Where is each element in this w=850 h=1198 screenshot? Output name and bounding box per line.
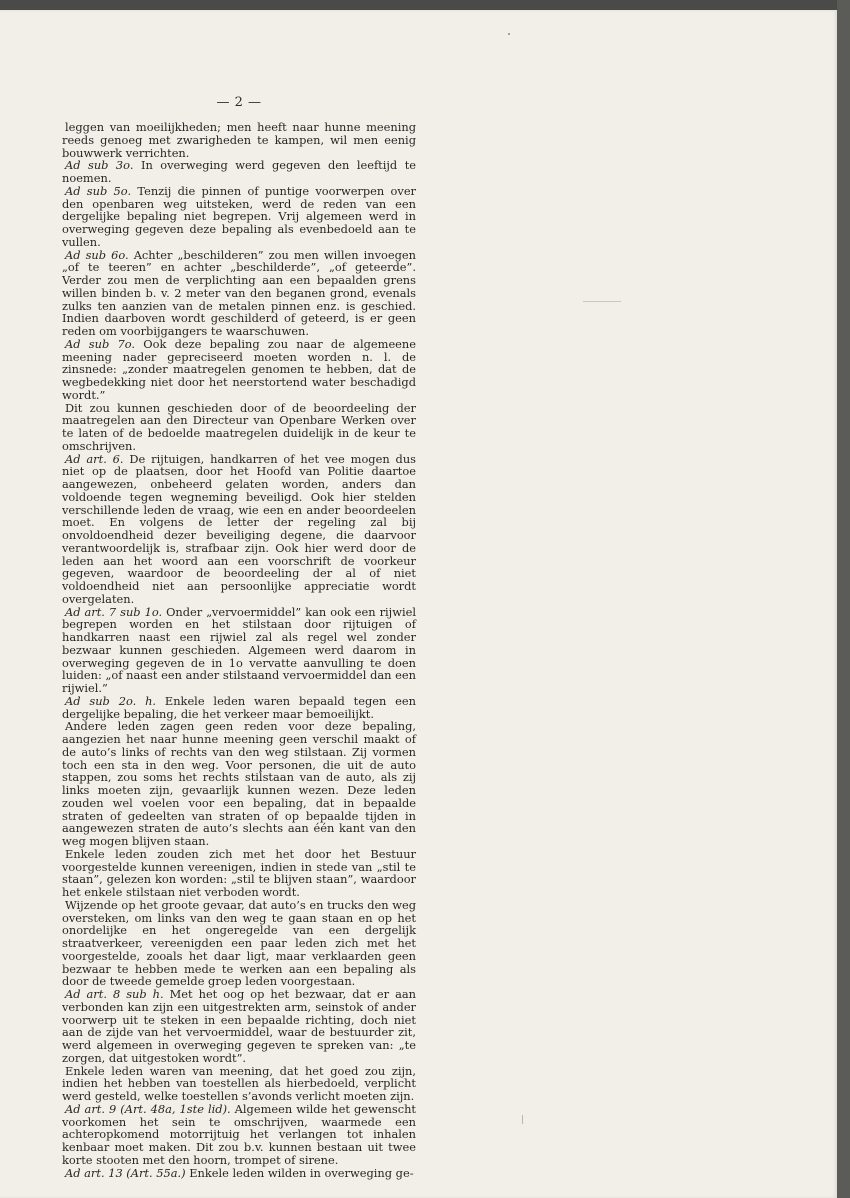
article-reference: Ad art. 8 sub h. <box>65 987 164 1001</box>
article-reference: Ad art. 6. <box>65 451 124 466</box>
paper-mark <box>583 301 621 302</box>
scan-frame-right <box>837 0 850 1198</box>
text-column <box>62 121 416 1179</box>
paragraph: Ad art. 7 sub 1o. Onder „vervoermiddel” kan ook een rijwiel begrepen worden en het stilstaan door rijtuigen of handkarren naast een rijwiel zal als regel wel zonder bezwaar kunnen geschieden. Algemeen werd daarom in overweging gegeven de in 1o vervatte aanvulling te doen luiden: „of naast een ander stilstaand vervoermiddel dan een rijwiel.” <box>62 604 416 695</box>
paragraph: Ad sub 6o. Achter „beschilderen” zou men willen invoegen „of te teeren” en achter „beschilderde”, „of geteerde”. Verder zou men de verplichting aan een bepaalden grens willen binden b. v. 2 meter van den beganen grond, evenals zulks ten aanzien van de metalen pinnen enz. is geschied. Indien daarboven wordt geschilderd of geteerd, is er geen reden om voorbijgangers te waarschuwen. <box>62 247 417 338</box>
article-reference: Ad art. 13 (Art. 55a.) <box>65 1165 186 1180</box>
article-reference: Ad sub 2o. h. <box>65 693 157 708</box>
scan-frame-top <box>0 0 850 10</box>
paragraph: Ad art. 9 (Art. 48a, 1ste lid). Algemeen wilde het gewenscht voorkomen het sein te omschrijven, waarmede een achteropkomend motorrijtuig het verlangen tot inhalen kenbaar moet maken. Dit zou b.v. kunnen bestaan uit twee korte stooten met den hoorn, trompet of sirene. <box>62 1101 416 1167</box>
paragraph: Ad sub 2o. h. Enkele leden waren bepaald tegen een dergelijke bepaling, die het verkeer maar bemoeilijkt. <box>62 693 416 721</box>
article-reference: Ad art. 7 sub 1o. <box>65 604 163 619</box>
paragraph: Wijzende op het groote gevaar, dat auto’s en trucks den weg oversteken, om links van den weg te gaan staan en op het onordelijke en het ongeregelde van een dergelijk straatverkeer, vereenigden een paar leden zich met het voorgestelde, zooals het daar ligt, maar verklaarden geen bezwaar te hebben mede te werken aan een bepaling als door de tweede gemelde groep leden voorgestaan. <box>62 897 416 989</box>
paragraph: Ad art. 8 sub h. Met het oog op het bezwaar, dat er aan verbonden kan zijn een uitgestrekten arm, seinstok of ander voorwerp uit te steken in een bepaalde richting, doch niet aan de zijde van het vervoermiddel, waar de bestuurder zit, werd algemeen in overweging gegeven te spreken van: „te zorgen, dat uitgestoken wordt”. <box>62 987 416 1065</box>
article-reference: Ad sub 3o. <box>65 158 134 173</box>
paragraph: Andere leden zagen geen reden voor deze bepaling, aangezien het naar hunne meening geen verschil maakt of de auto’s links of rechts van den weg stilstaan. Zij vormen toch een sta in den weg. Voor personen, die uit de auto stappen, zou soms het rechts stilstaan van de auto, als zij links moeten zijn, gevaarlijk kunnen wezen. Deze leden zouden wel voelen voor een bepaling, dat in bepaalde straten of gedeelten van straten of op bepaalde tijden in aangewezen straten de auto’s slechts aan één kant van den weg mogen blijven staan. <box>62 719 416 848</box>
article-reference: Ad sub 6o. <box>65 247 129 262</box>
paragraph: Ad art. 13 (Art. 55a.) Enkele leden wilden in overweging ge- <box>65 1165 414 1180</box>
paragraph: Ad art. 6. De rijtuigen, handkarren of het vee mogen dus niet op de plaatsen, door het Hoofd van Politie daartoe aangewezen, onbeheerd gelaten worden, anders dan voldoende tegen wegneming beveiligd. Ook hier stelden verschillende leden de vraag, wie een en ander beoordeelen moet. En volgens de letter der regeling zal bij onvoldoendheid dezer beveiliging degene, die daarvoor verantwoordelijk is, strafbaar zijn. Ook hier werd door de leden aan het woord aan een voorschrift de voorkeur gegeven, waardoor de beoordeeling der al of niet voldoendheid niet aan persoonlijke appreciatie wordt overgelaten. <box>62 451 417 606</box>
paragraph: Dit zou kunnen geschieden door of de beoordeeling der maatregelen aan den Directeur van Openbare Werken over te laten of de bedoelde maatregelen duidelijk in de keur te omschrijven. <box>62 400 416 453</box>
paragraph: Ad sub 3o. In overweging werd gegeven den leeftijd te noemen. <box>62 158 417 185</box>
paragraph: Ad sub 5o. Tenzij die pinnen of puntige voorwerpen over den openbaren weg uitsteken, werd de reden van een dergelijke bepaling niet begrepen. Vrij algemeen werd in overweging gegeven deze bepaling als evenbedoeld aan te vullen. <box>62 183 417 249</box>
page-number: — 2 — <box>216 95 262 110</box>
document-page <box>0 10 837 1198</box>
paper-speck <box>508 33 510 35</box>
paragraph: Enkele leden zouden zich met het door het Bestuur voorgestelde kunnen vereenigen, indien in stede van „stil te staan”, gelezen kon worden: „stil te blijven staan”, waardoor het enkele stilstaan niet verboden wordt. <box>62 846 416 899</box>
article-reference: Ad sub 7o. <box>65 336 135 351</box>
paper-mark-bottom <box>522 1115 523 1124</box>
article-reference: Ad art. 9 (Art. 48a, 1ste lid). <box>65 1101 231 1116</box>
article-reference: Ad sub 5o. <box>65 183 132 198</box>
paragraph: leggen van moeilijkheden; men heeft naar hunne meening reeds genoeg met zwarigheden te kampen, wil men eenig bouwwerk verrichten. <box>62 120 416 160</box>
paragraph: Ad sub 7o. Ook deze bepaling zou naar de algemeene meening nader gepreciseerd moeten worden n. l. de zinsnede: „zonder maatregelen genomen te hebben, dat de wegbedekking niet door het neerstortend water beschadigd wordt.” <box>62 336 417 402</box>
paragraph: Enkele leden waren van meening, dat het goed zou zijn, indien het hebben van toestellen als hierbedoeld, verplicht werd gesteld, welke toestellen s’avonds verlicht moeten zijn. <box>62 1063 416 1103</box>
